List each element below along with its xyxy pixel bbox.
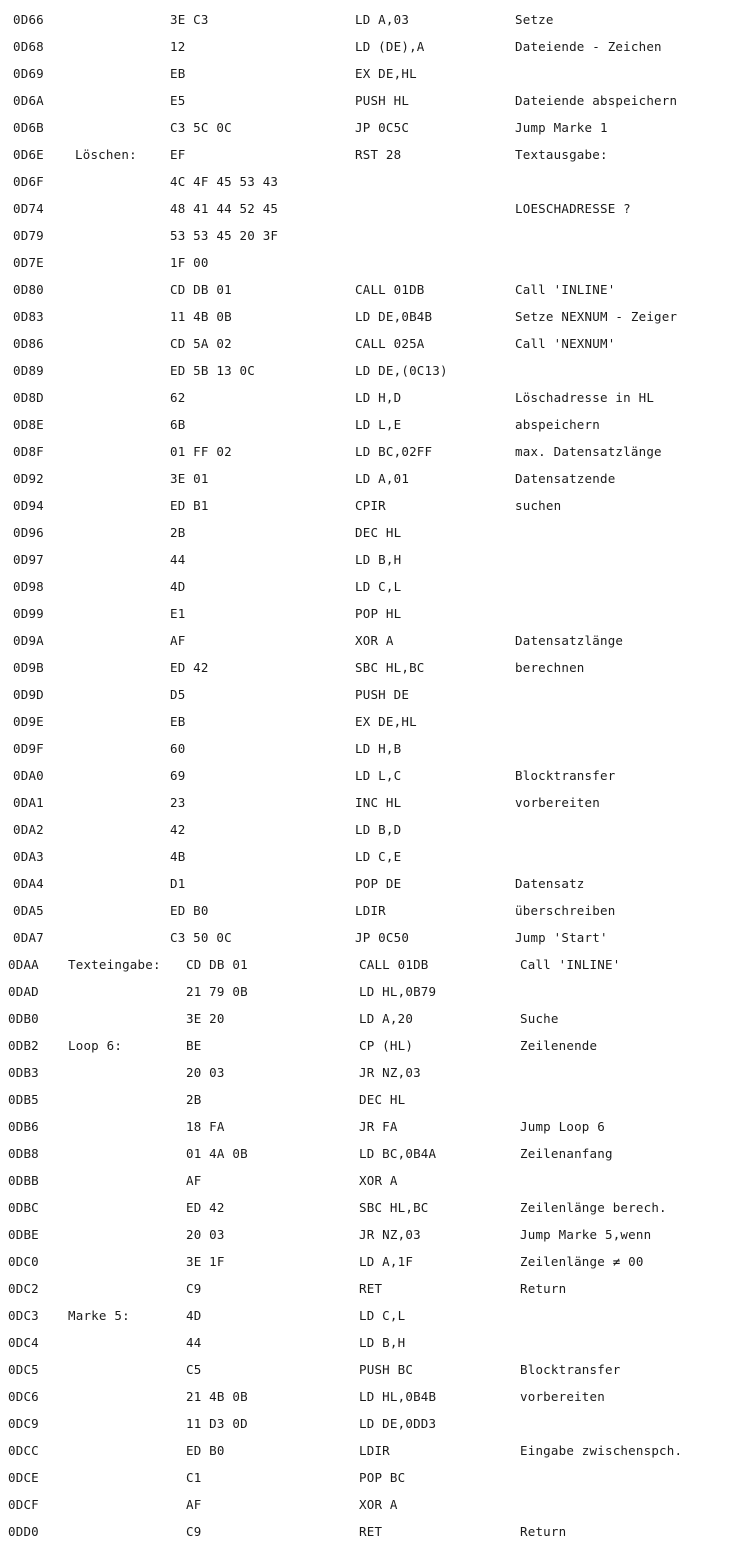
address-cell: 0DA2 — [13, 822, 44, 837]
comment-cell: Datensatz — [515, 876, 585, 891]
opcode-cell: E1 — [170, 606, 186, 621]
comment-cell: Jump 'Start' — [515, 930, 608, 945]
listing-row — [0, 955, 738, 975]
opcode-cell: D5 — [170, 687, 186, 702]
mnemonic-cell: LD A,20 — [359, 1011, 414, 1026]
listing-row — [0, 1360, 738, 1380]
comment-cell: Setze — [515, 12, 554, 27]
opcode-cell: 20 03 — [186, 1227, 225, 1242]
opcode-cell: ED B1 — [170, 498, 209, 513]
opcode-cell: ED B0 — [170, 903, 209, 918]
mnemonic-cell: CPIR — [355, 498, 386, 513]
opcode-cell: EF — [170, 147, 186, 162]
mnemonic-cell: JR NZ,03 — [359, 1227, 421, 1242]
label-cell: Loop 6: — [68, 1038, 123, 1053]
mnemonic-cell: XOR A — [359, 1173, 398, 1188]
opcode-cell: 11 4B 0B — [170, 309, 232, 324]
comment-cell: max. Datensatzlänge — [515, 444, 662, 459]
address-cell: 0D80 — [13, 282, 44, 297]
address-cell: 0DC3 — [8, 1308, 39, 1323]
opcode-cell: 1F 00 — [170, 255, 209, 270]
opcode-cell: C3 5C 0C — [170, 120, 232, 135]
address-cell: 0D6E — [13, 147, 44, 162]
comment-cell: Blocktransfer — [520, 1362, 621, 1377]
listing-row — [0, 631, 738, 651]
opcode-cell: 01 FF 02 — [170, 444, 232, 459]
listing-row — [0, 1225, 738, 1245]
opcode-cell: C1 — [186, 1470, 202, 1485]
comment-cell: Jump Marke 1 — [515, 120, 608, 135]
mnemonic-cell: SBC HL,BC — [359, 1200, 429, 1215]
mnemonic-cell: CALL 025A — [355, 336, 425, 351]
address-cell: 0D99 — [13, 606, 44, 621]
address-cell: 0DBC — [8, 1200, 39, 1215]
address-cell: 0D86 — [13, 336, 44, 351]
comment-cell: Jump Marke 5,wenn — [520, 1227, 652, 1242]
opcode-cell: 44 — [170, 552, 186, 567]
listing-row — [0, 1090, 738, 1110]
address-cell: 0D89 — [13, 363, 44, 378]
mnemonic-cell: LD B,H — [355, 552, 402, 567]
listing-row — [0, 10, 738, 30]
address-cell: 0DB2 — [8, 1038, 39, 1053]
mnemonic-cell: POP BC — [359, 1470, 406, 1485]
address-cell: 0D6A — [13, 93, 44, 108]
mnemonic-cell: LD HL,0B4B — [359, 1389, 437, 1404]
listing-row — [0, 118, 738, 138]
address-cell: 0DB3 — [8, 1065, 39, 1080]
mnemonic-cell: CALL 01DB — [355, 282, 425, 297]
listing-row — [0, 739, 738, 759]
listing-row — [0, 280, 738, 300]
opcode-cell: C5 — [186, 1362, 202, 1377]
address-cell: 0D9E — [13, 714, 44, 729]
address-cell: 0DC6 — [8, 1389, 39, 1404]
mnemonic-cell: LDIR — [359, 1443, 390, 1458]
opcode-cell: AF — [186, 1173, 202, 1188]
opcode-cell: 12 — [170, 39, 186, 54]
listing-row — [0, 145, 738, 165]
listing-row — [0, 1495, 738, 1515]
mnemonic-cell: XOR A — [359, 1497, 398, 1512]
mnemonic-cell: LD HL,0B79 — [359, 984, 437, 999]
listing-row — [0, 1171, 738, 1191]
opcode-cell: 20 03 — [186, 1065, 225, 1080]
address-cell: 0DA3 — [13, 849, 44, 864]
mnemonic-cell: POP HL — [355, 606, 402, 621]
comment-cell: Call 'NEXNUM' — [515, 336, 616, 351]
comment-cell: vorbereiten — [515, 795, 600, 810]
comment-cell: Dateiende - Zeichen — [515, 39, 662, 54]
comment-cell: Eingabe zwischenspch. — [520, 1443, 683, 1458]
comment-cell: vorbereiten — [520, 1389, 605, 1404]
opcode-cell: C9 — [186, 1524, 202, 1539]
listing-row — [0, 442, 738, 462]
mnemonic-cell: EX DE,HL — [355, 66, 417, 81]
opcode-cell: ED 42 — [186, 1200, 225, 1215]
mnemonic-cell: LD DE,0DD3 — [359, 1416, 437, 1431]
comment-cell: Datensatzende — [515, 471, 616, 486]
listing-row — [0, 64, 738, 84]
label-cell: Löschen: — [75, 147, 137, 162]
address-cell: 0DA0 — [13, 768, 44, 783]
address-cell: 0DA5 — [13, 903, 44, 918]
opcode-cell: 48 41 44 52 45 — [170, 201, 279, 216]
opcode-cell: 60 — [170, 741, 186, 756]
listing-row — [0, 199, 738, 219]
mnemonic-cell: POP DE — [355, 876, 402, 891]
mnemonic-cell: DEC HL — [359, 1092, 406, 1107]
comment-cell: Textausgabe: — [515, 147, 608, 162]
opcode-cell: 4D — [170, 579, 186, 594]
listing-row — [0, 712, 738, 732]
comment-cell: Call 'INLINE' — [515, 282, 616, 297]
address-cell: 0DB0 — [8, 1011, 39, 1026]
listing-row — [0, 253, 738, 273]
listing-row — [0, 361, 738, 381]
mnemonic-cell: PUSH DE — [355, 687, 410, 702]
listing-row — [0, 523, 738, 543]
listing-row — [0, 307, 738, 327]
address-cell: 0D7E — [13, 255, 44, 270]
opcode-cell: ED 42 — [170, 660, 209, 675]
address-cell: 0DC5 — [8, 1362, 39, 1377]
mnemonic-cell: JR FA — [359, 1119, 398, 1134]
listing-row — [0, 388, 738, 408]
opcode-cell: 6B — [170, 417, 186, 432]
comment-cell: Return — [520, 1281, 567, 1296]
address-cell: 0D8E — [13, 417, 44, 432]
mnemonic-cell: EX DE,HL — [355, 714, 417, 729]
listing-row — [0, 415, 738, 435]
listing-row — [0, 37, 738, 57]
opcode-cell: 11 D3 0D — [186, 1416, 248, 1431]
listing-row — [0, 604, 738, 624]
listing-row — [0, 847, 738, 867]
opcode-cell: 01 4A 0B — [186, 1146, 248, 1161]
opcode-cell: D1 — [170, 876, 186, 891]
mnemonic-cell: LD C,E — [355, 849, 402, 864]
address-cell: 0DBE — [8, 1227, 39, 1242]
opcode-cell: 42 — [170, 822, 186, 837]
opcode-cell: C3 50 0C — [170, 930, 232, 945]
mnemonic-cell: RST 28 — [355, 147, 402, 162]
address-cell: 0DCC — [8, 1443, 39, 1458]
label-cell: Texteingabe: — [68, 957, 161, 972]
comment-cell: Jump Loop 6 — [520, 1119, 605, 1134]
address-cell: 0DB5 — [8, 1092, 39, 1107]
mnemonic-cell: LD C,L — [359, 1308, 406, 1323]
listing-row — [0, 496, 738, 516]
address-cell: 0D92 — [13, 471, 44, 486]
opcode-cell: 4D — [186, 1308, 202, 1323]
listing-row — [0, 577, 738, 597]
comment-cell: Blocktransfer — [515, 768, 616, 783]
mnemonic-cell: LD H,B — [355, 741, 402, 756]
comment-cell: Löschadresse in HL — [515, 390, 655, 405]
listing-row — [0, 226, 738, 246]
opcode-cell: 3E C3 — [170, 12, 209, 27]
opcode-cell: 4C 4F 45 53 43 — [170, 174, 279, 189]
opcode-cell: 62 — [170, 390, 186, 405]
listing-row — [0, 1522, 738, 1542]
address-cell: 0D9F — [13, 741, 44, 756]
comment-cell: Call 'INLINE' — [520, 957, 621, 972]
mnemonic-cell: LD A,01 — [355, 471, 410, 486]
listing-row — [0, 793, 738, 813]
address-cell: 0DC0 — [8, 1254, 39, 1269]
opcode-cell: 3E 1F — [186, 1254, 225, 1269]
listing-row — [0, 469, 738, 489]
mnemonic-cell: XOR A — [355, 633, 394, 648]
comment-cell: LOESCHADRESSE ? — [515, 201, 631, 216]
listing-row — [0, 1036, 738, 1056]
mnemonic-cell: RET — [359, 1281, 383, 1296]
opcode-cell: C9 — [186, 1281, 202, 1296]
opcode-cell: EB — [170, 714, 186, 729]
opcode-cell: CD DB 01 — [186, 957, 248, 972]
mnemonic-cell: LD (DE),A — [355, 39, 425, 54]
opcode-cell: 44 — [186, 1335, 202, 1350]
listing-row — [0, 685, 738, 705]
comment-cell: Datensatzlänge — [515, 633, 624, 648]
mnemonic-cell: LD C,L — [355, 579, 402, 594]
mnemonic-cell: LD B,H — [359, 1335, 406, 1350]
address-cell: 0DBB — [8, 1173, 39, 1188]
opcode-cell: 21 4B 0B — [186, 1389, 248, 1404]
opcode-cell: ED B0 — [186, 1443, 225, 1458]
address-cell: 0D98 — [13, 579, 44, 594]
address-cell: 0D6B — [13, 120, 44, 135]
opcode-cell: 69 — [170, 768, 186, 783]
address-cell: 0DAD — [8, 984, 39, 999]
label-cell: Marke 5: — [68, 1308, 130, 1323]
address-cell: 0D68 — [13, 39, 44, 54]
address-cell: 0D69 — [13, 66, 44, 81]
address-cell: 0DB8 — [8, 1146, 39, 1161]
mnemonic-cell: LD BC,0B4A — [359, 1146, 437, 1161]
opcode-cell: 21 79 0B — [186, 984, 248, 999]
listing-row — [0, 766, 738, 786]
address-cell: 0DA4 — [13, 876, 44, 891]
listing-row — [0, 1333, 738, 1353]
opcode-cell: ED 5B 13 0C — [170, 363, 255, 378]
mnemonic-cell: LD L,E — [355, 417, 402, 432]
comment-cell: Dateiende abspeichern — [515, 93, 678, 108]
listing-row — [0, 550, 738, 570]
mnemonic-cell: LD H,D — [355, 390, 402, 405]
listing-row — [0, 1468, 738, 1488]
mnemonic-cell: JR NZ,03 — [359, 1065, 421, 1080]
listing-row — [0, 820, 738, 840]
address-cell: 0DC2 — [8, 1281, 39, 1296]
comment-cell: Zeilenende — [520, 1038, 598, 1053]
address-cell: 0D9B — [13, 660, 44, 675]
opcode-cell: E5 — [170, 93, 186, 108]
mnemonic-cell: LD B,D — [355, 822, 402, 837]
address-cell: 0D96 — [13, 525, 44, 540]
address-cell: 0DD0 — [8, 1524, 39, 1539]
mnemonic-cell: JP 0C5C — [355, 120, 410, 135]
mnemonic-cell: LD L,C — [355, 768, 402, 783]
opcode-cell: 2B — [186, 1092, 202, 1107]
opcode-cell: CD DB 01 — [170, 282, 232, 297]
address-cell: 0DC9 — [8, 1416, 39, 1431]
opcode-cell: 3E 20 — [186, 1011, 225, 1026]
listing-row — [0, 1252, 738, 1272]
mnemonic-cell: LD BC,02FF — [355, 444, 433, 459]
address-cell: 0DC4 — [8, 1335, 39, 1350]
address-cell: 0D66 — [13, 12, 44, 27]
address-cell: 0D8D — [13, 390, 44, 405]
opcode-cell: 4B — [170, 849, 186, 864]
comment-cell: Zeilenanfang — [520, 1146, 613, 1161]
comment-cell: suchen — [515, 498, 562, 513]
opcode-cell: EB — [170, 66, 186, 81]
listing-row — [0, 928, 738, 948]
mnemonic-cell: LD DE,(0C13) — [355, 363, 448, 378]
comment-cell: abspeichern — [515, 417, 600, 432]
opcode-cell: 3E 01 — [170, 471, 209, 486]
opcode-cell: CD 5A 02 — [170, 336, 232, 351]
comment-cell: überschreiben — [515, 903, 616, 918]
mnemonic-cell: CALL 01DB — [359, 957, 429, 972]
opcode-cell: 18 FA — [186, 1119, 225, 1134]
mnemonic-cell: INC HL — [355, 795, 402, 810]
mnemonic-cell: DEC HL — [355, 525, 402, 540]
comment-cell: Zeilenlänge berech. — [520, 1200, 667, 1215]
address-cell: 0DAA — [8, 957, 39, 972]
address-cell: 0D94 — [13, 498, 44, 513]
opcode-cell: 53 53 45 20 3F — [170, 228, 279, 243]
mnemonic-cell: JP 0C50 — [355, 930, 410, 945]
listing-row — [0, 1009, 738, 1029]
listing-row — [0, 1306, 738, 1326]
opcode-cell: 23 — [170, 795, 186, 810]
mnemonic-cell: LD A,1F — [359, 1254, 414, 1269]
listing-row — [0, 1117, 738, 1137]
mnemonic-cell: PUSH HL — [355, 93, 410, 108]
comment-cell: Zeilenlänge ≠ 00 — [520, 1254, 644, 1269]
address-cell: 0DCE — [8, 1470, 39, 1485]
mnemonic-cell: CP (HL) — [359, 1038, 414, 1053]
opcode-cell: AF — [170, 633, 186, 648]
listing-row — [0, 1414, 738, 1434]
mnemonic-cell: PUSH BC — [359, 1362, 414, 1377]
address-cell: 0D97 — [13, 552, 44, 567]
opcode-cell: BE — [186, 1038, 202, 1053]
address-cell: 0DA7 — [13, 930, 44, 945]
address-cell: 0D8F — [13, 444, 44, 459]
address-cell: 0D79 — [13, 228, 44, 243]
listing-row — [0, 1144, 738, 1164]
listing-row — [0, 982, 738, 1002]
address-cell: 0D83 — [13, 309, 44, 324]
mnemonic-cell: LDIR — [355, 903, 386, 918]
listing-row — [0, 658, 738, 678]
address-cell: 0DA1 — [13, 795, 44, 810]
address-cell: 0DB6 — [8, 1119, 39, 1134]
listing-row — [0, 91, 738, 111]
address-cell: 0DCF — [8, 1497, 39, 1512]
address-cell: 0D6F — [13, 174, 44, 189]
comment-cell: Suche — [520, 1011, 559, 1026]
comment-cell: Return — [520, 1524, 567, 1539]
opcode-cell: AF — [186, 1497, 202, 1512]
listing-row — [0, 172, 738, 192]
mnemonic-cell: LD DE,0B4B — [355, 309, 433, 324]
listing-row — [0, 1441, 738, 1461]
listing-row — [0, 334, 738, 354]
mnemonic-cell: LD A,03 — [355, 12, 410, 27]
mnemonic-cell: SBC HL,BC — [355, 660, 425, 675]
address-cell: 0D9A — [13, 633, 44, 648]
address-cell: 0D74 — [13, 201, 44, 216]
listing-row — [0, 901, 738, 921]
listing-row — [0, 1198, 738, 1218]
listing-row — [0, 1279, 738, 1299]
listing-row — [0, 874, 738, 894]
mnemonic-cell: RET — [359, 1524, 383, 1539]
listing-row — [0, 1063, 738, 1083]
address-cell: 0D9D — [13, 687, 44, 702]
opcode-cell: 2B — [170, 525, 186, 540]
comment-cell: Setze NEXNUM - Zeiger — [515, 309, 678, 324]
listing-row — [0, 1387, 738, 1407]
comment-cell: berechnen — [515, 660, 585, 675]
